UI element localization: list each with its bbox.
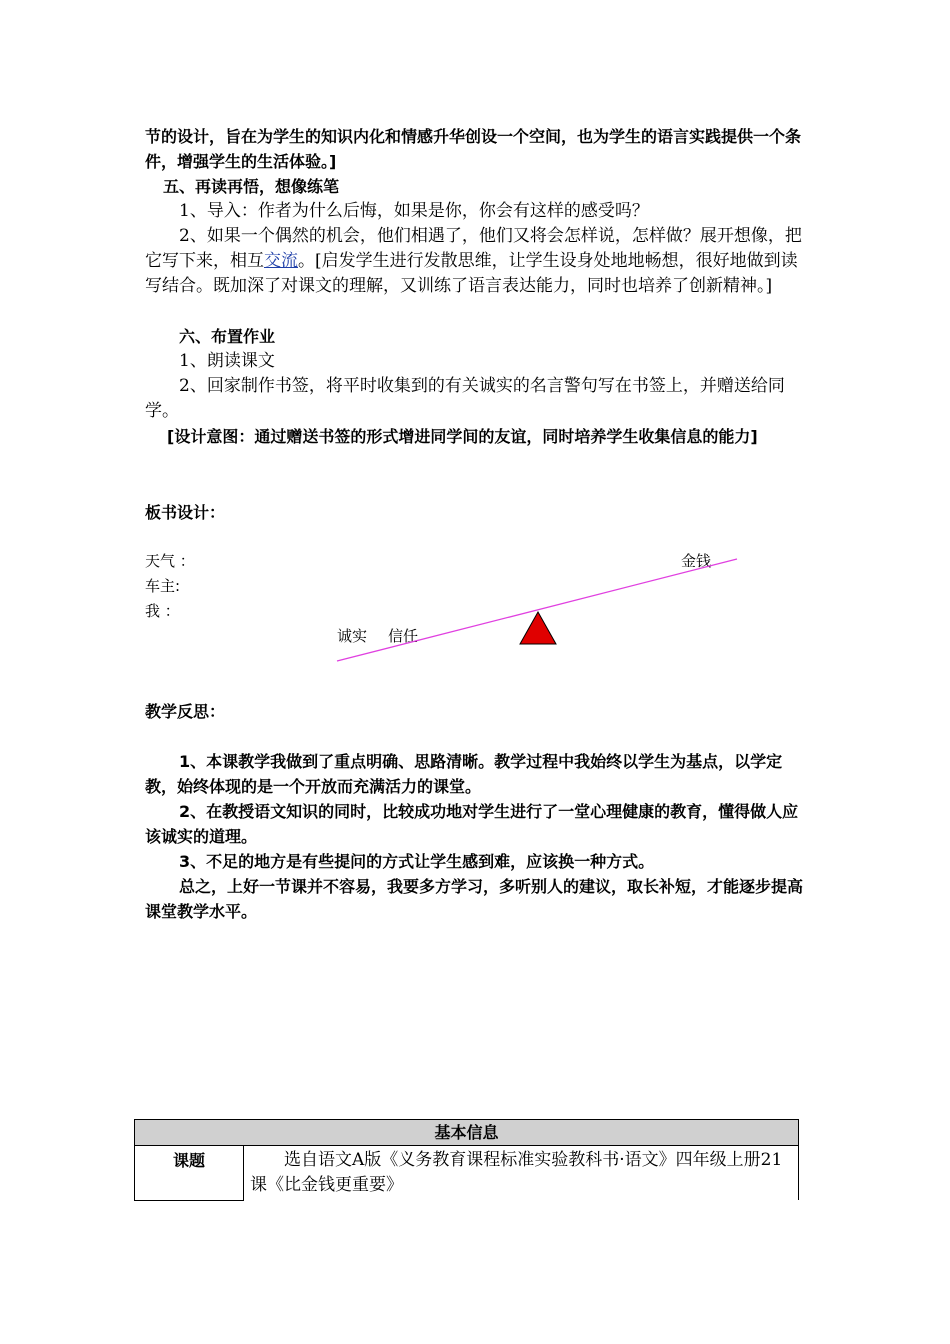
- row-value-topic: 选自语文A版《义务教育课程标准实验教科书·语文》四年级上册21课《比金钱更重要》: [244, 1146, 799, 1201]
- exchange-link[interactable]: 交流: [264, 251, 298, 271]
- board-label-honesty: 诚实: [337, 627, 368, 645]
- board-label-trust: 信任: [388, 627, 419, 645]
- board-design-title: 板书设计：: [145, 503, 226, 522]
- section-5-title: 五、再读再悟，想像练笔: [163, 177, 340, 196]
- board-label-me: 我 ：: [145, 602, 180, 620]
- design-note-continued: 节的设计，旨在为学生的知识内化和情感升华创设一个空间，也为学生的语言实践提供一个条件，增强学生的生活体验。]: [145, 127, 802, 171]
- board-label-weather: 天气 ：: [145, 552, 195, 570]
- section-5-item-2-text-a: 2、如果一个偶然的机会，他们相遇了，他们又将会怎样说，怎样做？展开想像，把它写下来，相互: [145, 226, 802, 271]
- reflection-title: 教学反思：: [145, 702, 226, 721]
- row-label-topic: 课题: [135, 1146, 244, 1201]
- balance-fulcrum: [520, 612, 556, 644]
- design-intent: [设计意图：通过赠送书签的形式增进同学间的友谊，同时培养学生收集信息的能力]: [167, 427, 758, 446]
- board-label-owner: 车主:: [145, 577, 181, 595]
- table-header: 基本信息: [135, 1120, 799, 1146]
- table-row: [135, 1146, 799, 1201]
- table-header-row: [135, 1120, 799, 1146]
- reflection-summary: 总之，上好一节课并不容易，我要多方学习，多听别人的建议，取长补短，才能逐步提高课堂教学水平。: [145, 877, 804, 921]
- section-6-item-1: 1、朗读课文: [179, 351, 275, 371]
- section-5-item-1: 1、导入：作者为什么后悔，如果是你，你会有这样的感受吗？: [179, 201, 649, 221]
- board-label-money: 金钱: [681, 552, 712, 570]
- section-5-item-2-text-b: 。[启发学生进行发散思维，让学生设身处地地畅想，很好地做到读写结合。既加深了对课文的理解，又训练了语言表达能力，同时也培养了创新精神。]: [145, 251, 798, 296]
- reflection-item-3: 3、不足的地方是有些提问的方式让学生感到难，应该换一种方式。: [179, 852, 655, 871]
- section-6-title: 六、布置作业: [179, 327, 276, 346]
- reflection-item-1: 1、本课教学我做到了重点明确、思路清晰。教学过程中我始终以学生为基点，以学定教，始终体现的是一个开放而充满活力的课堂。: [145, 752, 783, 796]
- balance-beam: [337, 559, 737, 661]
- reflection-item-2: 2、在教授语文知识的同时，比较成功地对学生进行了一堂心理健康的教育，懂得做人应该诚实的道理。: [145, 802, 799, 846]
- basic-info-table: [134, 1119, 799, 1201]
- section-6-item-2: 2、回家制作书签，将平时收集到的有关诚实的名言警句写在书签上，并赠送给同学。: [145, 376, 785, 421]
